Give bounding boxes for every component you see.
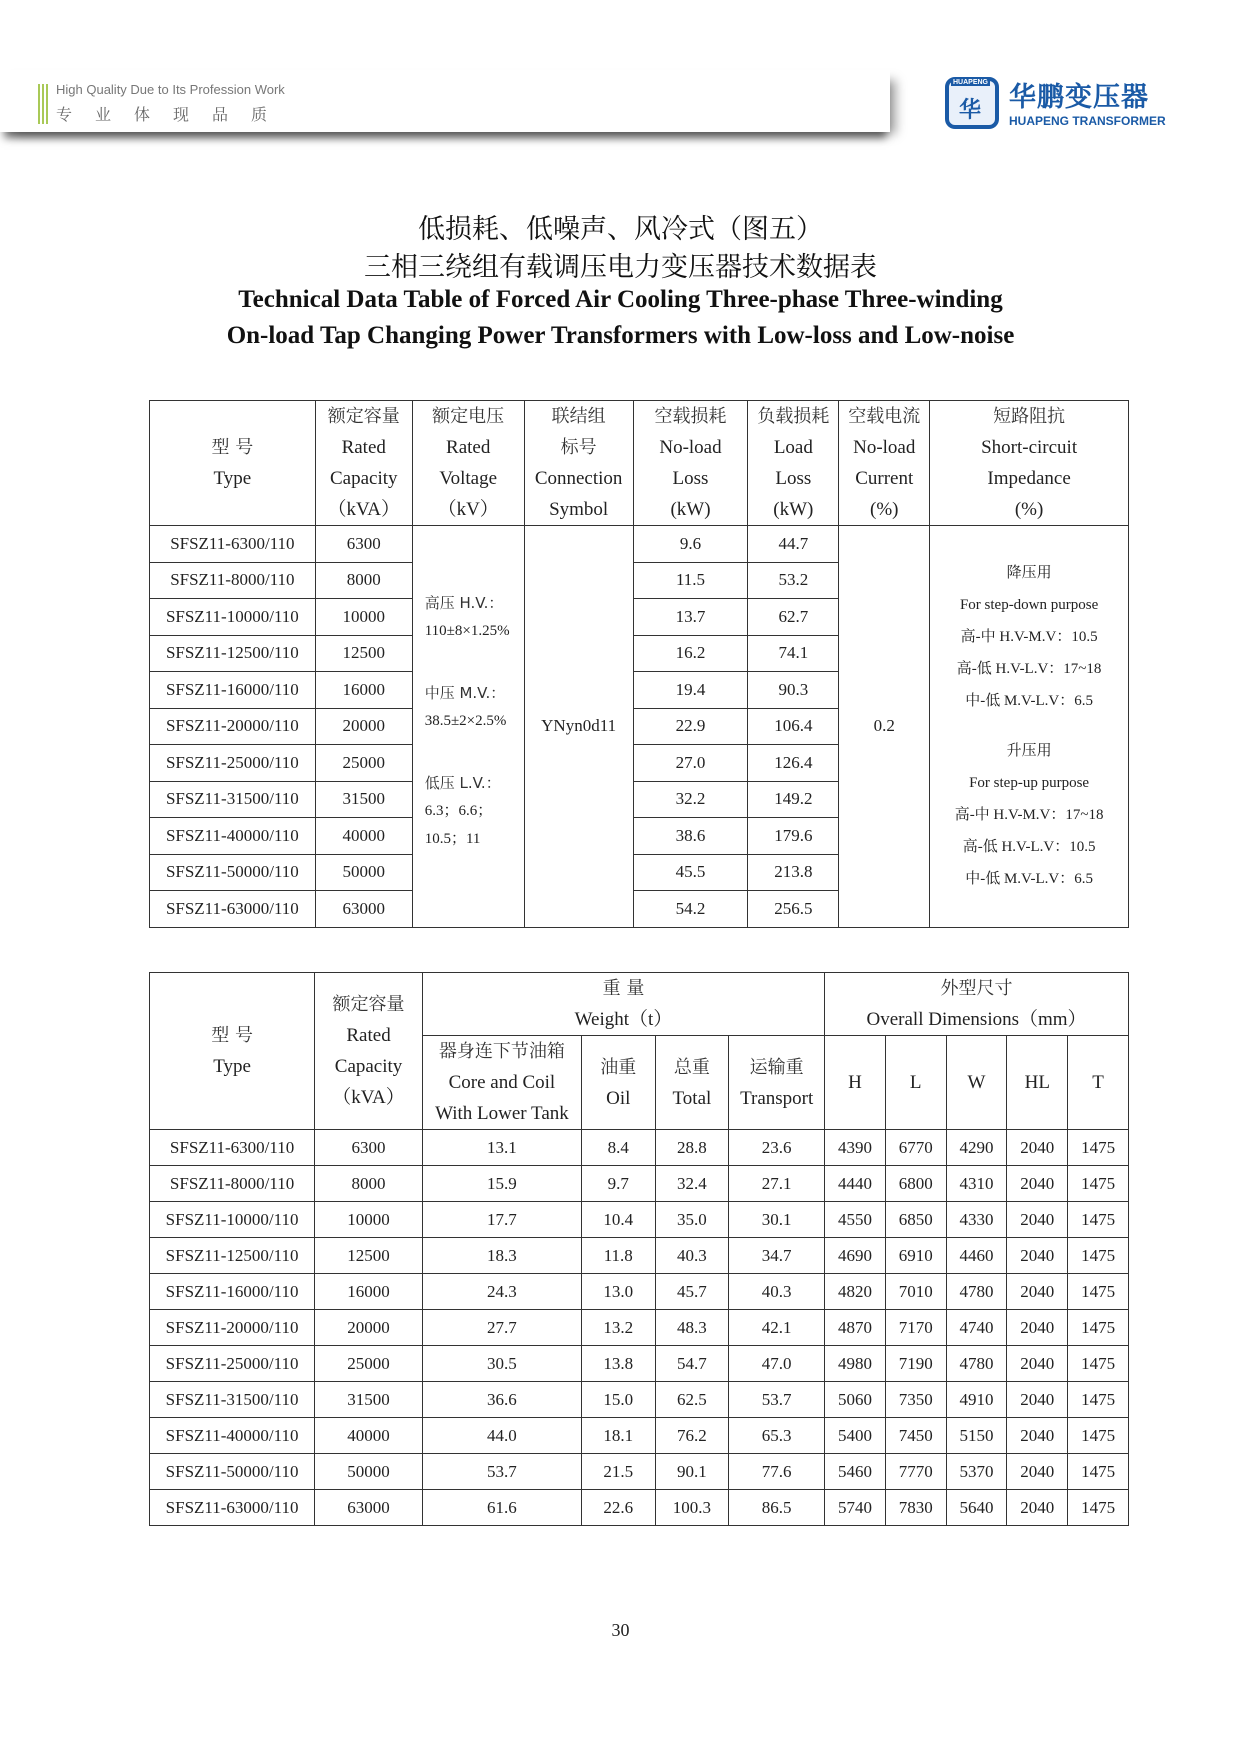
cell-type: SFSZ11-31500/110 bbox=[150, 1382, 315, 1418]
cell-total: 90.1 bbox=[655, 1454, 729, 1490]
cell-w: 4910 bbox=[946, 1382, 1007, 1418]
cell-load-loss: 44.7 bbox=[748, 526, 839, 563]
cell-capacity: 6300 bbox=[315, 1130, 423, 1166]
cell-total: 54.7 bbox=[655, 1346, 729, 1382]
logo-name-cn: 华鹏变压器 bbox=[1009, 82, 1149, 113]
impedance-stepup-en: For step-up purpose bbox=[969, 775, 1090, 792]
cell-capacity: 31500 bbox=[315, 781, 412, 818]
cell-load-loss: 256.5 bbox=[748, 891, 839, 928]
cell-type: SFSZ11-6300/110 bbox=[150, 526, 316, 563]
cell-capacity: 40000 bbox=[315, 818, 412, 855]
cell-h: 5400 bbox=[825, 1418, 886, 1454]
cell-l: 7770 bbox=[885, 1454, 946, 1490]
cell-oil: 9.7 bbox=[581, 1166, 655, 1202]
cell-l: 7450 bbox=[885, 1418, 946, 1454]
cell-load-loss: 126.4 bbox=[748, 745, 839, 782]
weight-dimension-table bbox=[149, 972, 1129, 1526]
cell-core: 17.7 bbox=[422, 1202, 581, 1238]
cell-transport: 23.6 bbox=[729, 1130, 825, 1166]
cell-core: 15.9 bbox=[422, 1166, 581, 1202]
cell-l: 7170 bbox=[885, 1310, 946, 1346]
cell-transport: 42.1 bbox=[729, 1310, 825, 1346]
header-banner bbox=[0, 70, 890, 132]
cell-load-loss: 213.8 bbox=[748, 854, 839, 891]
cell-h: 4870 bbox=[825, 1310, 886, 1346]
cell-type: SFSZ11-8000/110 bbox=[150, 562, 316, 599]
accent-bars-icon bbox=[38, 84, 48, 124]
mv-label: 中压 M.V.： bbox=[424, 684, 506, 703]
cell-transport: 77.6 bbox=[729, 1454, 825, 1490]
header-type: 型 号 Type bbox=[150, 401, 316, 526]
cell-t: 1475 bbox=[1068, 1238, 1129, 1274]
logo-name-en: HUAPENG TRANSFORMER bbox=[1009, 114, 1166, 128]
cell-impedance bbox=[930, 526, 1129, 928]
cell-t: 1475 bbox=[1068, 1346, 1129, 1382]
cell-oil: 13.8 bbox=[581, 1346, 655, 1382]
header-h: H bbox=[825, 1036, 886, 1130]
cell-transport: 86.5 bbox=[729, 1490, 825, 1526]
cell-capacity: 10000 bbox=[315, 1202, 423, 1238]
cell-noload-loss: 11.5 bbox=[633, 562, 748, 599]
cell-load-loss: 53.2 bbox=[748, 562, 839, 599]
cell-core: 30.5 bbox=[422, 1346, 581, 1382]
table-header-row bbox=[150, 401, 1129, 526]
cell-hl: 2040 bbox=[1007, 1202, 1068, 1238]
cell-noload-loss: 45.5 bbox=[633, 854, 748, 891]
cell-noload-loss: 54.2 bbox=[633, 891, 748, 928]
cell-core: 44.0 bbox=[422, 1418, 581, 1454]
cell-w: 4780 bbox=[946, 1346, 1007, 1382]
cell-transport: 53.7 bbox=[729, 1382, 825, 1418]
cell-capacity: 25000 bbox=[315, 745, 412, 782]
cell-t: 1475 bbox=[1068, 1166, 1129, 1202]
header-type: 型 号 Type bbox=[150, 973, 315, 1130]
cell-hl: 2040 bbox=[1007, 1310, 1068, 1346]
table-row bbox=[150, 1310, 1129, 1346]
cell-hl: 2040 bbox=[1007, 1454, 1068, 1490]
table-row bbox=[150, 1166, 1129, 1202]
cell-capacity: 20000 bbox=[315, 1310, 423, 1346]
cell-l: 6770 bbox=[885, 1130, 946, 1166]
cell-oil: 22.6 bbox=[581, 1490, 655, 1526]
cell-w: 4780 bbox=[946, 1274, 1007, 1310]
header-oil: 油重 Oil bbox=[581, 1036, 655, 1130]
cell-oil: 13.0 bbox=[581, 1274, 655, 1310]
impedance-stepup-hl: 高-低 H.V-L.V：10.5 bbox=[962, 839, 1096, 856]
cell-l: 7010 bbox=[885, 1274, 946, 1310]
cell-total: 76.2 bbox=[655, 1418, 729, 1454]
cell-core: 36.6 bbox=[422, 1382, 581, 1418]
cell-t: 1475 bbox=[1068, 1454, 1129, 1490]
impedance-stepdown-hm: 高-中 H.V-M.V：10.5 bbox=[960, 629, 1098, 646]
electrical-data-table bbox=[149, 400, 1129, 928]
cell-hl: 2040 bbox=[1007, 1346, 1068, 1382]
cell-type: SFSZ11-31500/110 bbox=[150, 781, 316, 818]
cell-hl: 2040 bbox=[1007, 1490, 1068, 1526]
cell-total: 45.7 bbox=[655, 1274, 729, 1310]
cell-oil: 21.5 bbox=[581, 1454, 655, 1490]
cell-hl: 2040 bbox=[1007, 1274, 1068, 1310]
cell-type: SFSZ11-8000/110 bbox=[150, 1166, 315, 1202]
company-logo bbox=[945, 73, 1185, 135]
cell-type: SFSZ11-40000/110 bbox=[150, 818, 316, 855]
cell-oil: 10.4 bbox=[581, 1202, 655, 1238]
cell-l: 6850 bbox=[885, 1202, 946, 1238]
header-capacity: 额定容量 Rated Capacity （kVA） bbox=[315, 401, 412, 526]
cell-w: 4460 bbox=[946, 1238, 1007, 1274]
header-total: 总重 Total bbox=[655, 1036, 729, 1130]
cell-capacity: 8000 bbox=[315, 562, 412, 599]
cell-total: 32.4 bbox=[655, 1166, 729, 1202]
cell-transport: 34.7 bbox=[729, 1238, 825, 1274]
cell-t: 1475 bbox=[1068, 1310, 1129, 1346]
lv-value-2: 10.5；11 bbox=[424, 831, 481, 848]
cell-l: 6800 bbox=[885, 1166, 946, 1202]
cell-transport: 47.0 bbox=[729, 1346, 825, 1382]
cell-type: SFSZ11-40000/110 bbox=[150, 1418, 315, 1454]
cell-capacity: 50000 bbox=[315, 854, 412, 891]
cell-type: SFSZ11-25000/110 bbox=[150, 1346, 315, 1382]
cell-connection-symbol: YNyn0d11 bbox=[524, 526, 633, 928]
cell-load-loss: 179.6 bbox=[748, 818, 839, 855]
cell-noload-loss: 27.0 bbox=[633, 745, 748, 782]
title-en-line2: On-load Tap Changing Power Transformers with Low-loss and Low-noise bbox=[226, 322, 1015, 349]
cell-h: 4980 bbox=[825, 1346, 886, 1382]
cell-type: SFSZ11-16000/110 bbox=[150, 672, 316, 709]
lv-label: 低压 L.V.： bbox=[424, 774, 501, 793]
table-row bbox=[150, 1130, 1129, 1166]
cell-type: SFSZ11-50000/110 bbox=[150, 1454, 315, 1490]
cell-transport: 27.1 bbox=[729, 1166, 825, 1202]
header-noload-loss: 空载损耗 No-load Loss (kW) bbox=[633, 401, 748, 526]
cell-w: 5150 bbox=[946, 1418, 1007, 1454]
cell-noload-current: 0.2 bbox=[839, 526, 930, 928]
cell-total: 100.3 bbox=[655, 1490, 729, 1526]
hv-label: 高压 H.V.： bbox=[424, 594, 504, 613]
cell-transport: 65.3 bbox=[729, 1418, 825, 1454]
header-hl: HL bbox=[1007, 1036, 1068, 1130]
cell-capacity: 10000 bbox=[315, 599, 412, 636]
cell-noload-loss: 16.2 bbox=[633, 635, 748, 672]
cell-t: 1475 bbox=[1068, 1490, 1129, 1526]
table-row bbox=[150, 1346, 1129, 1382]
cell-h: 4550 bbox=[825, 1202, 886, 1238]
cell-hl: 2040 bbox=[1007, 1166, 1068, 1202]
cell-type: SFSZ11-50000/110 bbox=[150, 854, 316, 891]
table-row bbox=[150, 1238, 1129, 1274]
impedance-stepdown-ml: 中-低 M.V-L.V：6.5 bbox=[965, 693, 1093, 710]
cell-type: SFSZ11-63000/110 bbox=[150, 891, 316, 928]
cell-load-loss: 74.1 bbox=[748, 635, 839, 672]
cell-load-loss: 90.3 bbox=[748, 672, 839, 709]
cell-total: 28.8 bbox=[655, 1130, 729, 1166]
header-connection: 联结组 标号 Connection Symbol bbox=[524, 401, 633, 526]
cell-h: 5740 bbox=[825, 1490, 886, 1526]
cell-t: 1475 bbox=[1068, 1418, 1129, 1454]
impedance-stepup-hm: 高-中 H.V-M.V：17~18 bbox=[954, 807, 1104, 824]
cell-noload-loss: 13.7 bbox=[633, 599, 748, 636]
table-row bbox=[150, 1274, 1129, 1310]
cell-oil: 15.0 bbox=[581, 1382, 655, 1418]
table-row bbox=[150, 1418, 1129, 1454]
table-row bbox=[150, 1382, 1129, 1418]
cell-type: SFSZ11-10000/110 bbox=[150, 1202, 315, 1238]
logo-glyph: 华 bbox=[959, 98, 982, 123]
cell-hl: 2040 bbox=[1007, 1238, 1068, 1274]
logo-badge-text: HUAPENG bbox=[953, 79, 989, 86]
cell-type: SFSZ11-63000/110 bbox=[150, 1490, 315, 1526]
header-impedance: 短路阻抗 Short-circuit Impedance (%) bbox=[930, 401, 1129, 526]
header-voltage: 额定电压 Rated Voltage （kV） bbox=[412, 401, 524, 526]
cell-rated-voltage bbox=[412, 526, 524, 928]
cell-w: 4310 bbox=[946, 1166, 1007, 1202]
cell-hl: 2040 bbox=[1007, 1418, 1068, 1454]
table-row bbox=[150, 1490, 1129, 1526]
header-weight: 重 量 Weight（t） bbox=[422, 973, 824, 1036]
cell-capacity: 12500 bbox=[315, 1238, 423, 1274]
slogan-en: High Quality Due to Its Profession Work bbox=[56, 82, 285, 97]
table-row bbox=[150, 526, 1129, 563]
logo-mark-icon bbox=[945, 77, 999, 129]
cell-total: 40.3 bbox=[655, 1238, 729, 1274]
cell-h: 4690 bbox=[825, 1238, 886, 1274]
header-dimensions: 外型尺寸 Overall Dimensions（mm） bbox=[825, 973, 1129, 1036]
cell-oil: 11.8 bbox=[581, 1238, 655, 1274]
cell-capacity: 63000 bbox=[315, 1490, 423, 1526]
cell-type: SFSZ11-20000/110 bbox=[150, 1310, 315, 1346]
cell-noload-loss: 32.2 bbox=[633, 781, 748, 818]
header-w: W bbox=[946, 1036, 1007, 1130]
cell-capacity: 12500 bbox=[315, 635, 412, 672]
cell-core: 18.3 bbox=[422, 1238, 581, 1274]
cell-capacity: 20000 bbox=[315, 708, 412, 745]
cell-l: 7190 bbox=[885, 1346, 946, 1382]
cell-load-loss: 62.7 bbox=[748, 599, 839, 636]
title-cn-line1: 低损耗、低噪声、风冷式（图五） bbox=[418, 214, 823, 245]
cell-w: 4290 bbox=[946, 1130, 1007, 1166]
cell-total: 48.3 bbox=[655, 1310, 729, 1346]
title-en-line1: Technical Data Table of Forced Air Cooling Three-phase Three-winding bbox=[238, 286, 1003, 313]
cell-h: 4390 bbox=[825, 1130, 886, 1166]
cell-oil: 8.4 bbox=[581, 1130, 655, 1166]
cell-noload-loss: 19.4 bbox=[633, 672, 748, 709]
cell-t: 1475 bbox=[1068, 1130, 1129, 1166]
cell-t: 1475 bbox=[1068, 1274, 1129, 1310]
cell-core: 61.6 bbox=[422, 1490, 581, 1526]
cell-type: SFSZ11-10000/110 bbox=[150, 599, 316, 636]
page-number: 30 bbox=[611, 1620, 630, 1640]
cell-core: 13.1 bbox=[422, 1130, 581, 1166]
cell-capacity: 63000 bbox=[315, 891, 412, 928]
cell-capacity: 40000 bbox=[315, 1418, 423, 1454]
cell-capacity: 6300 bbox=[315, 526, 412, 563]
cell-w: 5640 bbox=[946, 1490, 1007, 1526]
cell-type: SFSZ11-12500/110 bbox=[150, 635, 316, 672]
cell-transport: 30.1 bbox=[729, 1202, 825, 1238]
table-row bbox=[150, 1202, 1129, 1238]
mv-value: 38.5±2×2.5% bbox=[424, 713, 507, 730]
cell-capacity: 16000 bbox=[315, 1274, 423, 1310]
header-load-loss: 负载损耗 Load Loss (kW) bbox=[748, 401, 839, 526]
cell-oil: 18.1 bbox=[581, 1418, 655, 1454]
cell-capacity: 8000 bbox=[315, 1166, 423, 1202]
cell-type: SFSZ11-12500/110 bbox=[150, 1238, 315, 1274]
cell-oil: 13.2 bbox=[581, 1310, 655, 1346]
cell-load-loss: 149.2 bbox=[748, 781, 839, 818]
cell-type: SFSZ11-16000/110 bbox=[150, 1274, 315, 1310]
impedance-stepup-ml: 中-低 M.V-L.V：6.5 bbox=[965, 871, 1093, 888]
header-capacity: 额定容量 Rated Capacity （kVA） bbox=[315, 973, 423, 1130]
cell-load-loss: 106.4 bbox=[748, 708, 839, 745]
cell-l: 6910 bbox=[885, 1238, 946, 1274]
impedance-stepdown-cn: 降压用 bbox=[1006, 565, 1052, 582]
cell-transport: 40.3 bbox=[729, 1274, 825, 1310]
table-header-row bbox=[150, 973, 1129, 1036]
cell-type: SFSZ11-20000/110 bbox=[150, 708, 316, 745]
cell-w: 5370 bbox=[946, 1454, 1007, 1490]
cell-type: SFSZ11-25000/110 bbox=[150, 745, 316, 782]
header-transport: 运输重 Transport bbox=[729, 1036, 825, 1130]
cell-type: SFSZ11-6300/110 bbox=[150, 1130, 315, 1166]
header-noload-current: 空载电流 No-load Current (%) bbox=[839, 401, 930, 526]
header-l: L bbox=[885, 1036, 946, 1130]
cell-total: 35.0 bbox=[655, 1202, 729, 1238]
cell-h: 5060 bbox=[825, 1382, 886, 1418]
impedance-stepdown-en: For step-down purpose bbox=[959, 597, 1099, 614]
cell-capacity: 50000 bbox=[315, 1454, 423, 1490]
cell-capacity: 25000 bbox=[315, 1346, 423, 1382]
hv-value: 110±8×1.25% bbox=[424, 623, 510, 640]
header-t: T bbox=[1068, 1036, 1129, 1130]
cell-total: 62.5 bbox=[655, 1382, 729, 1418]
cell-l: 7350 bbox=[885, 1382, 946, 1418]
cell-noload-loss: 22.9 bbox=[633, 708, 748, 745]
cell-noload-loss: 38.6 bbox=[633, 818, 748, 855]
cell-core: 27.7 bbox=[422, 1310, 581, 1346]
table-row bbox=[150, 1454, 1129, 1490]
lv-value-1: 6.3；6.6； bbox=[424, 803, 493, 820]
impedance-stepup-cn: 升压用 bbox=[1006, 743, 1052, 760]
title-cn-line2: 三相三绕组有载调压电力变压器技术数据表 bbox=[364, 252, 877, 283]
cell-noload-loss: 9.6 bbox=[633, 526, 748, 563]
cell-l: 7830 bbox=[885, 1490, 946, 1526]
slogan-cn: 专业体现品质 bbox=[56, 105, 291, 124]
cell-hl: 2040 bbox=[1007, 1382, 1068, 1418]
cell-core: 53.7 bbox=[422, 1454, 581, 1490]
cell-capacity: 16000 bbox=[315, 672, 412, 709]
cell-t: 1475 bbox=[1068, 1202, 1129, 1238]
cell-hl: 2040 bbox=[1007, 1130, 1068, 1166]
header-core-coil: 器身连下节油箱 Core and Coil With Lower Tank bbox=[422, 1036, 581, 1130]
impedance-stepdown-hl: 高-低 H.V-L.V：17~18 bbox=[956, 661, 1102, 678]
cell-w: 4740 bbox=[946, 1310, 1007, 1346]
cell-h: 5460 bbox=[825, 1454, 886, 1490]
cell-h: 4440 bbox=[825, 1166, 886, 1202]
cell-w: 4330 bbox=[946, 1202, 1007, 1238]
cell-capacity: 31500 bbox=[315, 1382, 423, 1418]
cell-core: 24.3 bbox=[422, 1274, 581, 1310]
cell-h: 4820 bbox=[825, 1274, 886, 1310]
cell-t: 1475 bbox=[1068, 1382, 1129, 1418]
